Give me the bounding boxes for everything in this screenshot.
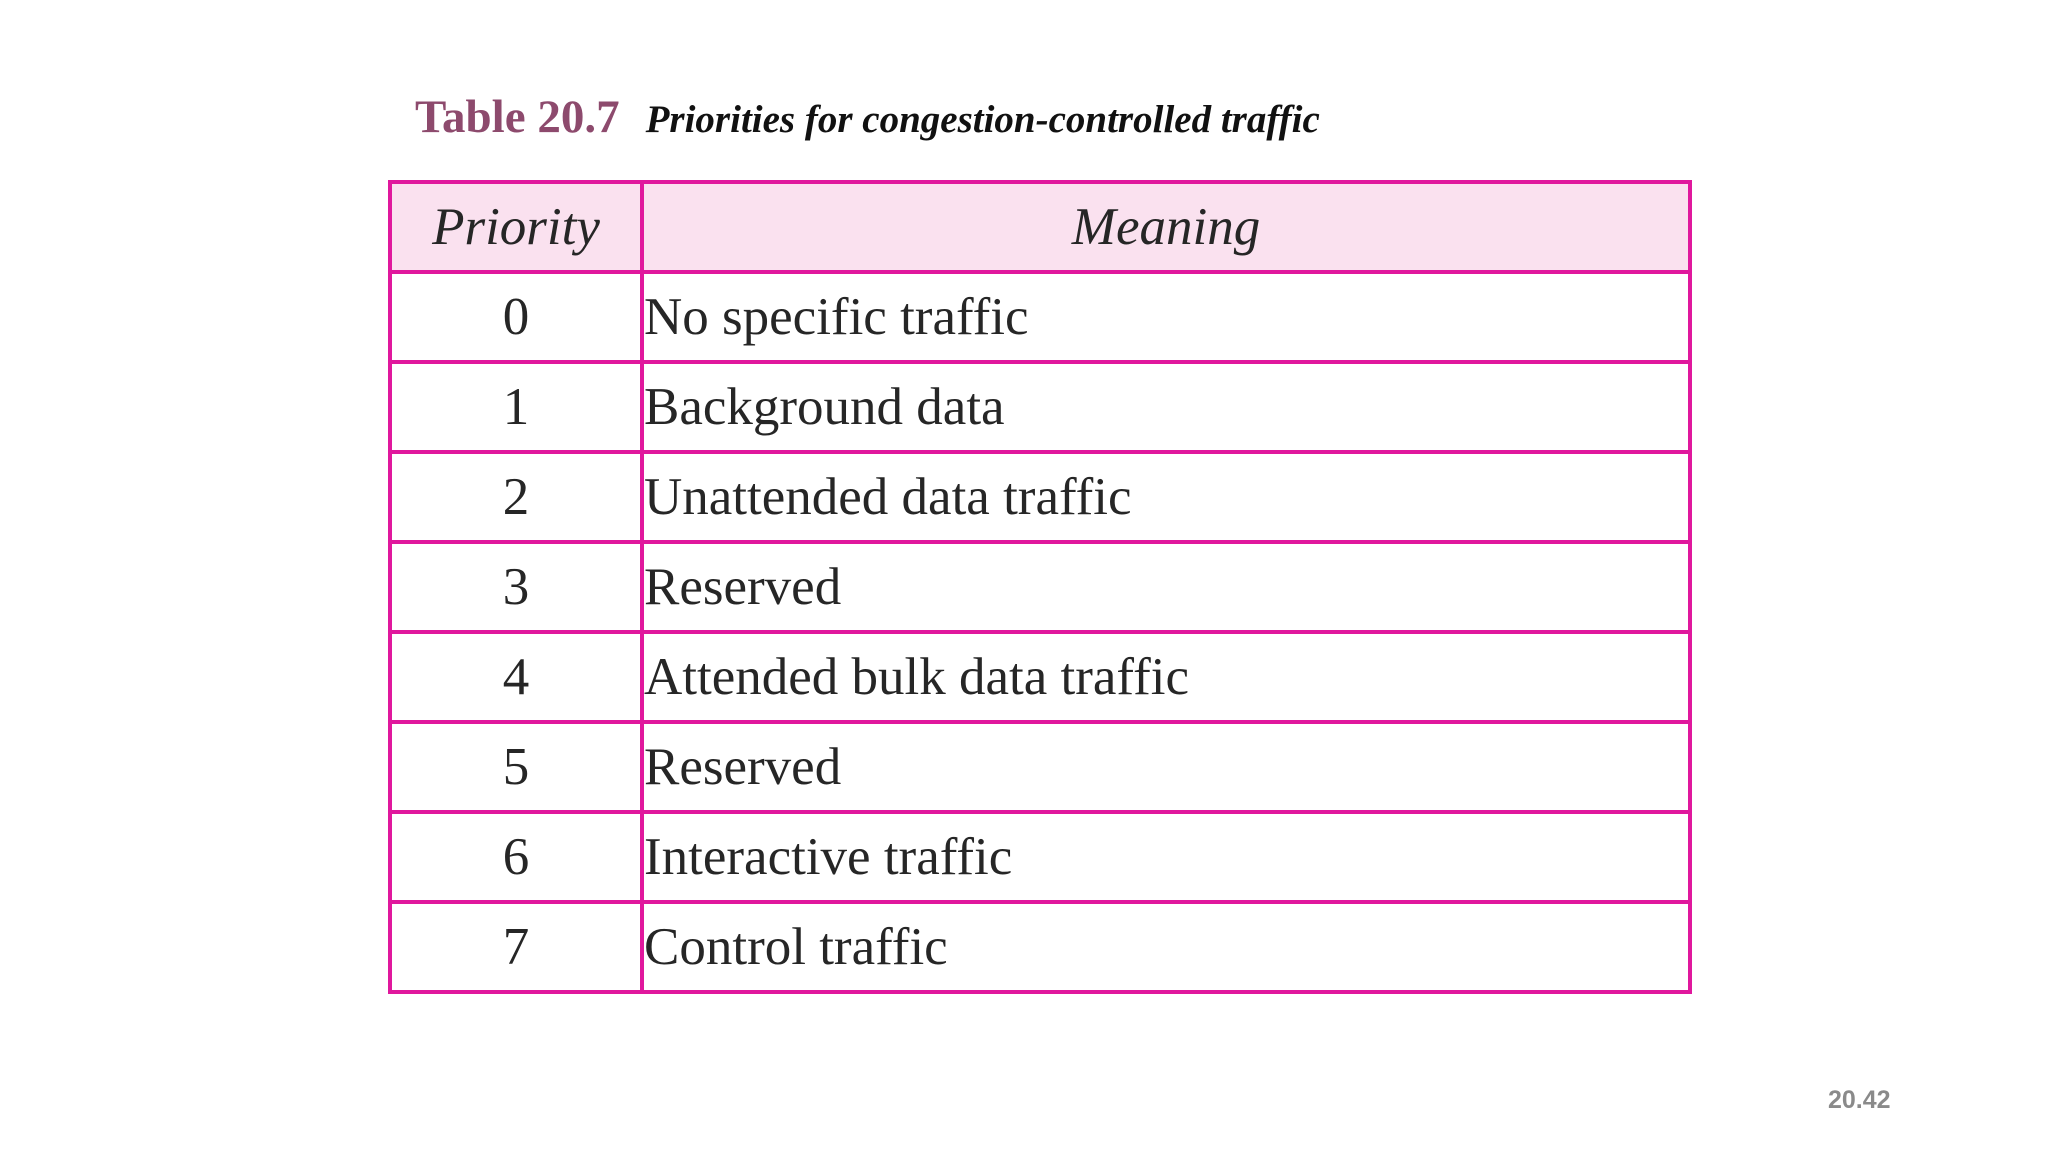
column-header-priority: Priority [390,182,642,272]
priority-cell: 5 [390,722,642,812]
page-number: 20.42 [1828,1086,1891,1114]
priority-cell: 0 [390,272,642,362]
table-title: Priorities for congestion-controlled traffic [645,98,1320,141]
meaning-cell: Reserved [642,722,1690,812]
priority-cell: 7 [390,902,642,992]
table-row [390,722,1690,812]
priorities-table [388,180,1692,994]
column-header-meaning: Meaning [642,182,1690,272]
priority-cell: 4 [390,632,642,722]
priority-cell: 6 [390,812,642,902]
priority-cell: 2 [390,452,642,542]
table-row [390,272,1690,362]
meaning-cell: Background data [642,362,1690,452]
table-row [390,362,1690,452]
meaning-cell: Reserved [642,542,1690,632]
table-row [390,542,1690,632]
priority-cell: 1 [390,362,642,452]
table-row [390,452,1690,542]
meaning-cell: Interactive traffic [642,812,1690,902]
table-row [390,902,1690,992]
meaning-cell: Control traffic [642,902,1690,992]
table-row [390,812,1690,902]
priority-cell: 3 [390,542,642,632]
table-number: Table 20.7 [415,91,620,143]
meaning-cell: No specific traffic [642,272,1690,362]
table-row [390,632,1690,722]
meaning-cell: Unattended data traffic [642,452,1690,542]
meaning-cell: Attended bulk data traffic [642,632,1690,722]
table-caption [415,90,1320,150]
table-header-row [390,182,1690,272]
